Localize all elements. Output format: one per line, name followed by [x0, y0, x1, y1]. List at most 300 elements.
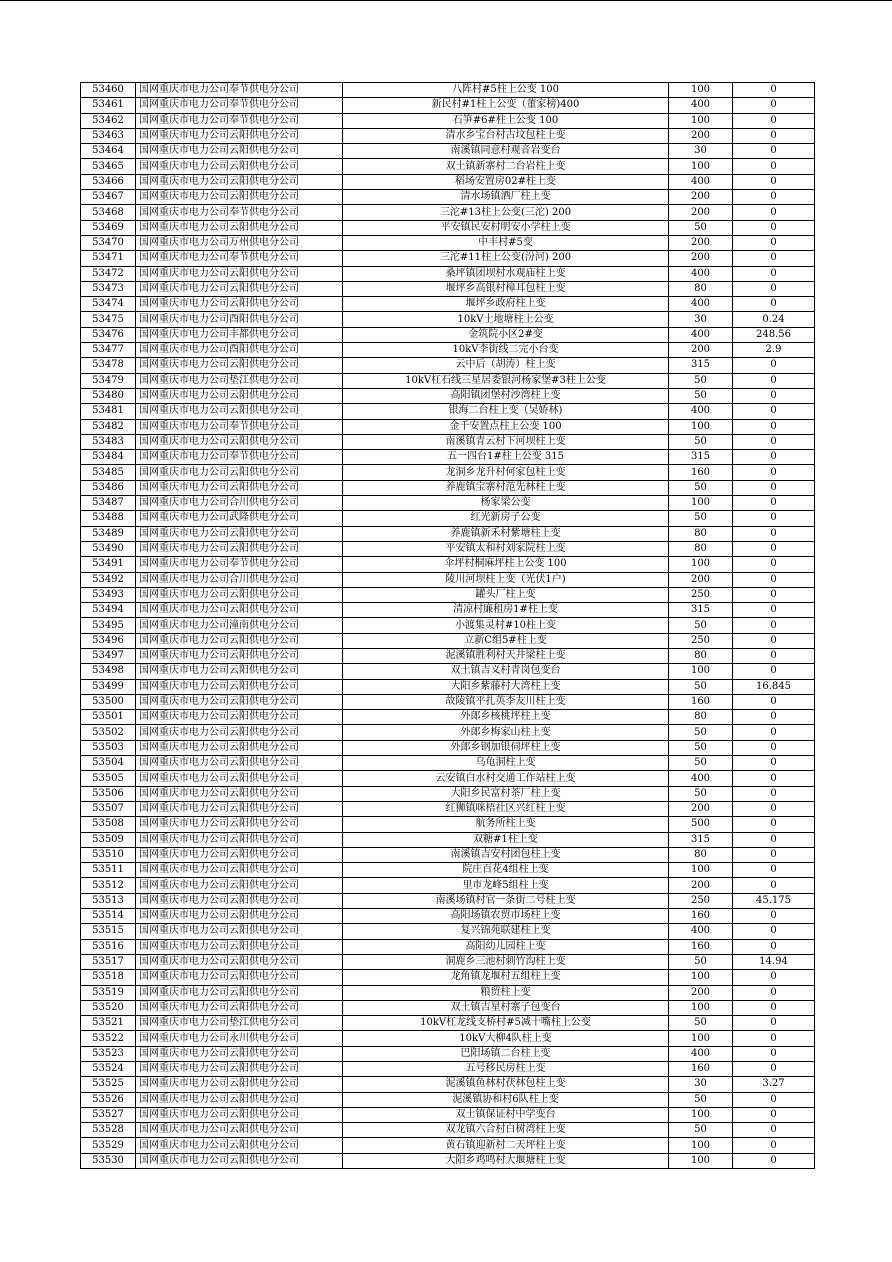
capacity-cell: 315 [669, 603, 733, 618]
transformer-name-cell: 五一四台1#柱上公变 315 [343, 450, 669, 465]
capacity-cell: 200 [669, 251, 733, 266]
transformer-name-cell: 中丰村#5变 [343, 235, 669, 250]
row-id-cell: 53468 [81, 205, 136, 220]
value-cell: 0 [733, 1031, 815, 1046]
capacity-cell: 80 [669, 847, 733, 862]
row-id-cell: 53528 [81, 1123, 136, 1138]
table-row [81, 694, 815, 709]
transformer-table [80, 82, 815, 1169]
capacity-cell: 200 [669, 128, 733, 143]
transformer-name-cell: 稻场安置房02#柱上变 [343, 174, 669, 189]
row-id-cell: 53490 [81, 541, 136, 556]
company-name-cell: 国网重庆市电力公司云阳供电分公司 [136, 1000, 343, 1015]
company-name-cell: 国网重庆市电力公司永川供电分公司 [136, 1031, 343, 1046]
company-name-cell: 国网重庆市电力公司云阳供电分公司 [136, 1046, 343, 1061]
row-id-cell: 53522 [81, 1031, 136, 1046]
transformer-name-cell: 红狮镇咪梧社区兴红柱上变 [343, 801, 669, 816]
transformer-name-cell: 清水场镇酒厂柱上变 [343, 190, 669, 205]
table-row [81, 220, 815, 235]
table-row [81, 327, 815, 342]
table-row [81, 954, 815, 969]
transformer-name-cell: 院庄百花4组柱上变 [343, 863, 669, 878]
row-id-cell: 53461 [81, 98, 136, 113]
capacity-cell: 50 [669, 220, 733, 235]
company-name-cell: 国网重庆市电力公司云阳供电分公司 [136, 954, 343, 969]
table-row [81, 847, 815, 862]
table-row [81, 159, 815, 174]
transformer-name-cell: 杨家梁公变 [343, 496, 669, 511]
transformer-name-cell: 龙角镇龙堰村五组柱上变 [343, 970, 669, 985]
value-cell: 0 [733, 771, 815, 786]
row-id-cell: 53476 [81, 327, 136, 342]
row-id-cell: 53499 [81, 679, 136, 694]
value-cell: 0 [733, 220, 815, 235]
company-name-cell: 国网重庆市电力公司云阳供电分公司 [136, 266, 343, 281]
table-row [81, 587, 815, 602]
capacity-cell: 400 [669, 404, 733, 419]
capacity-cell: 50 [669, 1123, 733, 1138]
transformer-name-cell: 云中后（胡涛）柱上变 [343, 358, 669, 373]
capacity-cell: 315 [669, 832, 733, 847]
row-id-cell: 53516 [81, 939, 136, 954]
value-cell: 45.175 [733, 893, 815, 908]
transformer-name-cell: 龙洞乡龙升村何家包柱上变 [343, 465, 669, 480]
table-row [81, 786, 815, 801]
value-cell: 0 [733, 1092, 815, 1107]
table-row [81, 572, 815, 587]
transformer-name-cell: 养鹿镇宝寨村范先林柱上变 [343, 480, 669, 495]
table-row [81, 235, 815, 250]
capacity-cell: 80 [669, 648, 733, 663]
capacity-cell: 100 [669, 496, 733, 511]
capacity-cell: 200 [669, 343, 733, 358]
value-cell: 0 [733, 511, 815, 526]
company-name-cell: 国网重庆市电力公司奉节供电分公司 [136, 98, 343, 113]
table-row [81, 633, 815, 648]
value-cell: 0 [733, 159, 815, 174]
value-cell: 0 [733, 817, 815, 832]
transformer-name-cell: 南溪镇青云村下河坝柱上变 [343, 434, 669, 449]
table-row [81, 190, 815, 205]
table-row [81, 312, 815, 327]
table-row [81, 939, 815, 954]
company-name-cell: 国网重庆市电力公司云阳供电分公司 [136, 465, 343, 480]
page-top-rule [0, 0, 892, 1]
value-cell: 0 [733, 832, 815, 847]
company-name-cell: 国网重庆市电力公司云阳供电分公司 [136, 756, 343, 771]
capacity-cell: 50 [669, 434, 733, 449]
transformer-name-cell: 堰坪乡高银村樟耳包柱上变 [343, 281, 669, 296]
row-id-cell: 53477 [81, 343, 136, 358]
company-name-cell: 国网重庆市电力公司云阳供电分公司 [136, 664, 343, 679]
capacity-cell: 160 [669, 694, 733, 709]
capacity-cell: 30 [669, 1077, 733, 1092]
capacity-cell: 80 [669, 541, 733, 556]
capacity-cell: 250 [669, 587, 733, 602]
transformer-name-cell: 双土镇吉星村寨子包变台 [343, 1000, 669, 1015]
transformer-name-cell: 故陵镇平扎英李友川柱上变 [343, 694, 669, 709]
capacity-cell: 500 [669, 817, 733, 832]
table-row [81, 1046, 815, 1061]
row-id-cell: 53474 [81, 297, 136, 312]
capacity-cell: 100 [669, 664, 733, 679]
capacity-cell: 100 [669, 863, 733, 878]
capacity-cell: 200 [669, 235, 733, 250]
company-name-cell: 国网重庆市电力公司云阳供电分公司 [136, 526, 343, 541]
company-name-cell: 国网重庆市电力公司云阳供电分公司 [136, 128, 343, 143]
capacity-cell: 400 [669, 297, 733, 312]
company-name-cell: 国网重庆市电力公司云阳供电分公司 [136, 1123, 343, 1138]
company-name-cell: 国网重庆市电力公司奉节供电分公司 [136, 83, 343, 98]
row-id-cell: 53496 [81, 633, 136, 648]
capacity-cell: 160 [669, 909, 733, 924]
table-row [81, 450, 815, 465]
capacity-cell: 315 [669, 358, 733, 373]
transformer-name-cell: 泥溪镇协和村6队柱上变 [343, 1092, 669, 1107]
value-cell: 0 [733, 128, 815, 143]
transformer-name-cell: 三沱#13柱上公变(三沱) 200 [343, 205, 669, 220]
table-row [81, 909, 815, 924]
value-cell: 0 [733, 1046, 815, 1061]
table-row [81, 205, 815, 220]
row-id-cell: 53492 [81, 572, 136, 587]
table-row [81, 740, 815, 755]
capacity-cell: 250 [669, 633, 733, 648]
table-row [81, 1062, 815, 1077]
capacity-cell: 400 [669, 771, 733, 786]
row-id-cell: 53460 [81, 83, 136, 98]
table-row [81, 83, 815, 98]
table-row [81, 526, 815, 541]
table-row [81, 1092, 815, 1107]
transformer-name-cell: 陵川河坝柱上变（光伏1户) [343, 572, 669, 587]
value-cell: 0 [733, 694, 815, 709]
company-name-cell: 国网重庆市电力公司云阳供电分公司 [136, 1153, 343, 1168]
capacity-cell: 50 [669, 388, 733, 403]
company-name-cell: 国网重庆市电力公司云阳供电分公司 [136, 480, 343, 495]
transformer-name-cell: 10kV大柳4队柱上变 [343, 1031, 669, 1046]
table-row [81, 771, 815, 786]
capacity-cell: 100 [669, 557, 733, 572]
company-name-cell: 国网重庆市电力公司云阳供电分公司 [136, 603, 343, 618]
capacity-cell: 100 [669, 1107, 733, 1122]
capacity-cell: 50 [669, 786, 733, 801]
company-name-cell: 国网重庆市电力公司云阳供电分公司 [136, 771, 343, 786]
transformer-name-cell: 双龙镇六合村白树湾柱上变 [343, 1123, 669, 1138]
transformer-name-cell: 金筑院小区2#变 [343, 327, 669, 342]
capacity-cell: 200 [669, 205, 733, 220]
company-name-cell: 国网重庆市电力公司酉阳供电分公司 [136, 312, 343, 327]
value-cell: 0 [733, 419, 815, 434]
value-cell: 0 [733, 1138, 815, 1153]
capacity-cell: 50 [669, 480, 733, 495]
table-row [81, 924, 815, 939]
company-name-cell: 国网重庆市电力公司云阳供电分公司 [136, 633, 343, 648]
table-row [81, 419, 815, 434]
value-cell: 0 [733, 98, 815, 113]
transformer-name-cell: 南溪场镇村官一条街二号柱上变 [343, 893, 669, 908]
company-name-cell: 国网重庆市电力公司云阳供电分公司 [136, 358, 343, 373]
row-id-cell: 53507 [81, 801, 136, 816]
value-cell: 2.9 [733, 343, 815, 358]
transformer-name-cell: 云安镇白水村交通工作站柱上变 [343, 771, 669, 786]
row-id-cell: 53517 [81, 954, 136, 969]
capacity-cell: 400 [669, 924, 733, 939]
value-cell: 0 [733, 725, 815, 740]
company-name-cell: 国网重庆市电力公司云阳供电分公司 [136, 220, 343, 235]
table-row [81, 98, 815, 113]
capacity-cell: 50 [669, 725, 733, 740]
table-row [81, 985, 815, 1000]
value-cell: 0 [733, 388, 815, 403]
capacity-cell: 30 [669, 312, 733, 327]
capacity-cell: 50 [669, 954, 733, 969]
company-name-cell: 国网重庆市电力公司丰都供电分公司 [136, 327, 343, 342]
transformer-name-cell: 双土镇新寨村二台岩柱上变 [343, 159, 669, 174]
value-cell: 0 [733, 1123, 815, 1138]
table-row [81, 113, 815, 128]
company-name-cell: 国网重庆市电力公司云阳供电分公司 [136, 144, 343, 159]
company-name-cell: 国网重庆市电力公司垫江供电分公司 [136, 373, 343, 388]
value-cell: 0 [733, 1107, 815, 1122]
company-name-cell: 国网重庆市电力公司潼南供电分公司 [136, 618, 343, 633]
capacity-cell: 100 [669, 1138, 733, 1153]
value-cell: 0 [733, 1153, 815, 1168]
row-id-cell: 53509 [81, 832, 136, 847]
value-cell: 3.27 [733, 1077, 815, 1092]
table-row [81, 664, 815, 679]
table-row [81, 832, 815, 847]
value-cell: 0 [733, 878, 815, 893]
row-id-cell: 53502 [81, 725, 136, 740]
table-row [81, 281, 815, 296]
company-name-cell: 国网重庆市电力公司合川供电分公司 [136, 572, 343, 587]
row-id-cell: 53524 [81, 1062, 136, 1077]
table-body [81, 83, 815, 1169]
company-name-cell: 国网重庆市电力公司奉节供电分公司 [136, 205, 343, 220]
row-id-cell: 53483 [81, 434, 136, 449]
value-cell: 0 [733, 618, 815, 633]
company-name-cell: 国网重庆市电力公司云阳供电分公司 [136, 281, 343, 296]
transformer-name-cell: 泥溪镇胜利村天井梁柱上变 [343, 648, 669, 663]
company-name-cell: 国网重庆市电力公司云阳供电分公司 [136, 1107, 343, 1122]
transformer-name-cell: 外郎乡梅家山柱上变 [343, 725, 669, 740]
row-id-cell: 53471 [81, 251, 136, 266]
transformer-name-cell: 双土镇保证村中学变台 [343, 1107, 669, 1122]
row-id-cell: 53504 [81, 756, 136, 771]
capacity-cell: 400 [669, 98, 733, 113]
capacity-cell: 50 [669, 756, 733, 771]
value-cell: 0 [733, 985, 815, 1000]
capacity-cell: 50 [669, 618, 733, 633]
transformer-name-cell: 红光新房子公变 [343, 511, 669, 526]
table-row [81, 557, 815, 572]
company-name-cell: 国网重庆市电力公司奉节供电分公司 [136, 251, 343, 266]
row-id-cell: 53498 [81, 664, 136, 679]
company-name-cell: 国网重庆市电力公司奉节供电分公司 [136, 450, 343, 465]
table-row [81, 251, 815, 266]
value-cell: 0 [733, 526, 815, 541]
table-row [81, 1138, 815, 1153]
capacity-cell: 30 [669, 144, 733, 159]
capacity-cell: 200 [669, 985, 733, 1000]
transformer-name-cell: 航务所柱上变 [343, 817, 669, 832]
company-name-cell: 国网重庆市电力公司云阳供电分公司 [136, 190, 343, 205]
company-name-cell: 国网重庆市电力公司武隆供电分公司 [136, 511, 343, 526]
capacity-cell: 200 [669, 572, 733, 587]
transformer-name-cell: 复兴锦苑联建柱上变 [343, 924, 669, 939]
capacity-cell: 100 [669, 83, 733, 98]
value-cell: 0 [733, 863, 815, 878]
table-row [81, 756, 815, 771]
capacity-cell: 250 [669, 893, 733, 908]
transformer-name-cell: 银海二台柱上变（吴娇林) [343, 404, 669, 419]
transformer-name-cell: 南溪镇同意村观音岩变台 [343, 144, 669, 159]
capacity-cell: 50 [669, 1016, 733, 1031]
capacity-cell: 160 [669, 939, 733, 954]
table-row [81, 603, 815, 618]
value-cell: 0 [733, 251, 815, 266]
value-cell: 0 [733, 786, 815, 801]
company-name-cell: 国网重庆市电力公司云阳供电分公司 [136, 1092, 343, 1107]
company-name-cell: 国网重庆市电力公司云阳供电分公司 [136, 174, 343, 189]
capacity-cell: 400 [669, 174, 733, 189]
row-id-cell: 53470 [81, 235, 136, 250]
row-id-cell: 53485 [81, 465, 136, 480]
value-cell: 0 [733, 358, 815, 373]
row-id-cell: 53512 [81, 878, 136, 893]
row-id-cell: 53526 [81, 1092, 136, 1107]
value-cell: 0 [733, 970, 815, 985]
capacity-cell: 400 [669, 266, 733, 281]
value-cell: 0 [733, 572, 815, 587]
company-name-cell: 国网重庆市电力公司奉节供电分公司 [136, 419, 343, 434]
table-row [81, 174, 815, 189]
transformer-name-cell: 巴阳场镇二台柱上变 [343, 1046, 669, 1061]
value-cell: 0 [733, 541, 815, 556]
table-row [81, 1123, 815, 1138]
table-row [81, 878, 815, 893]
capacity-cell: 400 [669, 327, 733, 342]
company-name-cell: 国网重庆市电力公司垫江供电分公司 [136, 1016, 343, 1031]
row-id-cell: 53503 [81, 740, 136, 755]
row-id-cell: 53521 [81, 1016, 136, 1031]
value-cell: 0 [733, 740, 815, 755]
table-row [81, 710, 815, 725]
row-id-cell: 53489 [81, 526, 136, 541]
company-name-cell: 国网重庆市电力公司云阳供电分公司 [136, 817, 343, 832]
value-cell: 0 [733, 801, 815, 816]
table-row [81, 434, 815, 449]
row-id-cell: 53497 [81, 648, 136, 663]
value-cell: 0 [733, 710, 815, 725]
company-name-cell: 国网重庆市电力公司云阳供电分公司 [136, 939, 343, 954]
transformer-name-cell: 大阳乡民富村茶厂柱上变 [343, 786, 669, 801]
table-row [81, 541, 815, 556]
transformer-name-cell: 清水乡宝台村古坟包柱上变 [343, 128, 669, 143]
row-id-cell: 53494 [81, 603, 136, 618]
company-name-cell: 国网重庆市电力公司奉节供电分公司 [136, 113, 343, 128]
row-id-cell: 53469 [81, 220, 136, 235]
value-cell: 0 [733, 205, 815, 220]
transformer-name-cell: 10kV土地塘柱上公变 [343, 312, 669, 327]
row-id-cell: 53479 [81, 373, 136, 388]
transformer-name-cell: 大阳乡鸡鸣村大堰塘柱上变 [343, 1153, 669, 1168]
row-id-cell: 53486 [81, 480, 136, 495]
capacity-cell: 50 [669, 679, 733, 694]
value-cell: 0 [733, 144, 815, 159]
value-cell: 0 [733, 373, 815, 388]
company-name-cell: 国网重庆市电力公司云阳供电分公司 [136, 786, 343, 801]
table-row [81, 1107, 815, 1122]
company-name-cell: 国网重庆市电力公司云阳供电分公司 [136, 801, 343, 816]
value-cell: 0 [733, 1016, 815, 1031]
company-name-cell: 国网重庆市电力公司云阳供电分公司 [136, 388, 343, 403]
company-name-cell: 国网重庆市电力公司云阳供电分公司 [136, 694, 343, 709]
company-name-cell: 国网重庆市电力公司云阳供电分公司 [136, 863, 343, 878]
table-row [81, 725, 815, 740]
table-row [81, 648, 815, 663]
company-name-cell: 国网重庆市电力公司云阳供电分公司 [136, 679, 343, 694]
transformer-name-cell: 10kV杠石线三星居委银河杨家堡#3柱上公变 [343, 373, 669, 388]
capacity-cell: 80 [669, 526, 733, 541]
row-id-cell: 53530 [81, 1153, 136, 1168]
row-id-cell: 53513 [81, 893, 136, 908]
table-row [81, 1016, 815, 1031]
transformer-name-cell: 石笋#6#柱上公变 100 [343, 113, 669, 128]
capacity-cell: 160 [669, 1062, 733, 1077]
row-id-cell: 53519 [81, 985, 136, 1000]
row-id-cell: 53495 [81, 618, 136, 633]
capacity-cell: 80 [669, 281, 733, 296]
value-cell: 0 [733, 648, 815, 663]
value-cell: 0 [733, 297, 815, 312]
row-id-cell: 53527 [81, 1107, 136, 1122]
transformer-name-cell: 三沱#11柱上公变(汾河) 200 [343, 251, 669, 266]
capacity-cell: 100 [669, 113, 733, 128]
row-id-cell: 53505 [81, 771, 136, 786]
company-name-cell: 国网重庆市电力公司云阳供电分公司 [136, 297, 343, 312]
transformer-name-cell: 双土镇吉义村青岗包变台 [343, 664, 669, 679]
value-cell: 16.845 [733, 679, 815, 694]
company-name-cell: 国网重庆市电力公司云阳供电分公司 [136, 404, 343, 419]
row-id-cell: 53510 [81, 847, 136, 862]
value-cell: 0 [733, 633, 815, 648]
company-name-cell: 国网重庆市电力公司云阳供电分公司 [136, 541, 343, 556]
row-id-cell: 53501 [81, 710, 136, 725]
company-name-cell: 国网重庆市电力公司云阳供电分公司 [136, 924, 343, 939]
table-row [81, 358, 815, 373]
capacity-cell: 100 [669, 1031, 733, 1046]
table-row [81, 970, 815, 985]
transformer-name-cell: 洞鹿乡三池村刺竹沟柱上变 [343, 954, 669, 969]
company-name-cell: 国网重庆市电力公司合川供电分公司 [136, 496, 343, 511]
capacity-cell: 160 [669, 465, 733, 480]
row-id-cell: 53462 [81, 113, 136, 128]
transformer-name-cell: 小渡集灵村#10柱上变 [343, 618, 669, 633]
row-id-cell: 53520 [81, 1000, 136, 1015]
company-name-cell: 国网重庆市电力公司云阳供电分公司 [136, 159, 343, 174]
row-id-cell: 53529 [81, 1138, 136, 1153]
company-name-cell: 国网重庆市电力公司万州供电分公司 [136, 235, 343, 250]
transformer-name-cell: 高阳镇团堡村沙湾柱上变 [343, 388, 669, 403]
row-id-cell: 53525 [81, 1077, 136, 1092]
row-id-cell: 53466 [81, 174, 136, 189]
table-row [81, 465, 815, 480]
value-cell: 0 [733, 557, 815, 572]
transformer-name-cell: 外郎乡钢加银伺坪柱上变 [343, 740, 669, 755]
transformer-name-cell: 10kV杠龙线支桥村#5减十嘴柱上公变 [343, 1016, 669, 1031]
